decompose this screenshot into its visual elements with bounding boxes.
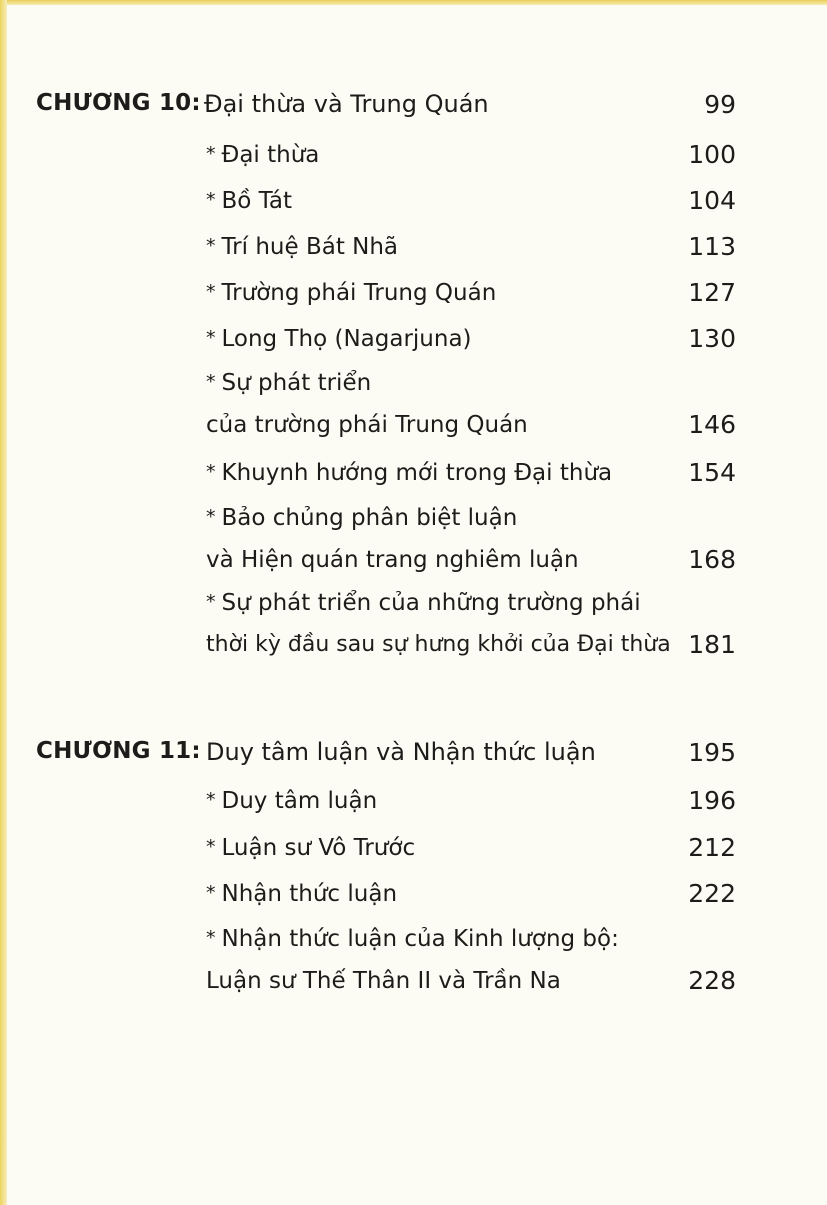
toc-entry <box>206 362 736 446</box>
asterisk-bullet-icon: * <box>206 189 216 211</box>
toc-entry <box>206 226 736 268</box>
entry-text-continued: Luận sư Thế Thân II và Trần Na <box>206 968 561 994</box>
entry-text: Bảo chủng phân biệt luận <box>221 505 518 531</box>
asterisk-bullet-icon: * <box>206 281 216 303</box>
entry-text: Khuynh hướng mới trong Đại thừa <box>221 460 613 486</box>
toc-entry <box>206 582 736 666</box>
asterisk-bullet-icon: * <box>206 143 216 165</box>
entry-text: Sự phát triển của những trường phái <box>221 590 641 616</box>
toc-entry <box>206 272 736 314</box>
chapter-page-number: 195 <box>688 738 736 767</box>
entry-page-number: 113 <box>688 232 736 261</box>
entry-page-number: 222 <box>688 879 736 908</box>
toc-entry <box>206 452 736 494</box>
entry-text-continued: thời kỳ đầu sau sự hưng khởi của Đại thừa <box>206 632 671 657</box>
asterisk-bullet-icon: * <box>206 836 216 858</box>
entry-text: Duy tâm luận <box>221 788 378 814</box>
toc-entry <box>206 134 736 176</box>
asterisk-bullet-icon: * <box>206 461 216 483</box>
entry-text: Nhận thức luận của Kinh lượng bộ: <box>221 926 619 952</box>
entry-page-number: 127 <box>688 278 736 307</box>
chapter-label: CHƯƠNG 10: <box>36 90 201 116</box>
toc-entry <box>206 780 736 822</box>
entry-text: Long Thọ (Nagarjuna) <box>221 326 472 352</box>
entry-page-number: 181 <box>688 630 736 659</box>
asterisk-bullet-icon: * <box>206 371 216 393</box>
entry-text: Đại thừa <box>221 142 320 168</box>
entry-text-continued: và Hiện quán trang nghiêm luận <box>206 547 579 573</box>
entry-text: Trường phái Trung Quán <box>221 280 497 306</box>
entry-text: Nhận thức luận <box>221 881 398 907</box>
entry-text: Sự phát triển <box>221 370 372 396</box>
toc-entry <box>206 180 736 222</box>
toc-entry <box>206 497 736 581</box>
entry-page-number: 154 <box>688 458 736 487</box>
entry-page-number: 104 <box>688 186 736 215</box>
entry-text: Bồ Tát <box>221 188 293 214</box>
chapter-heading <box>36 738 736 770</box>
asterisk-bullet-icon: * <box>206 327 216 349</box>
entry-text: Luận sư Vô Trước <box>221 835 416 861</box>
entry-page-number: 130 <box>688 324 736 353</box>
asterisk-bullet-icon: * <box>206 927 216 949</box>
entry-text-continued: của trường phái Trung Quán <box>206 412 528 438</box>
asterisk-bullet-icon: * <box>206 882 216 904</box>
chapter-page-number: 99 <box>704 90 736 119</box>
entry-page-number: 100 <box>688 140 736 169</box>
chapter-heading <box>36 90 736 122</box>
chapter-title: Duy tâm luận và Nhận thức luận <box>206 738 596 766</box>
entry-page-number: 196 <box>688 786 736 815</box>
toc-entry <box>206 873 736 915</box>
chapter-title: Đại thừa và Trung Quán <box>204 90 489 118</box>
entry-page-number: 146 <box>688 410 736 439</box>
entry-page-number: 168 <box>688 545 736 574</box>
asterisk-bullet-icon: * <box>206 591 216 613</box>
asterisk-bullet-icon: * <box>206 789 216 811</box>
toc-entry <box>206 827 736 869</box>
entry-text: Trí huệ Bát Nhã <box>221 234 399 260</box>
toc-entry <box>206 318 736 360</box>
entry-page-number: 212 <box>688 833 736 862</box>
asterisk-bullet-icon: * <box>206 506 216 528</box>
entry-page-number: 228 <box>688 966 736 995</box>
chapter-label: CHƯƠNG 11: <box>36 738 201 764</box>
asterisk-bullet-icon: * <box>206 235 216 257</box>
toc-entry <box>206 918 736 1002</box>
